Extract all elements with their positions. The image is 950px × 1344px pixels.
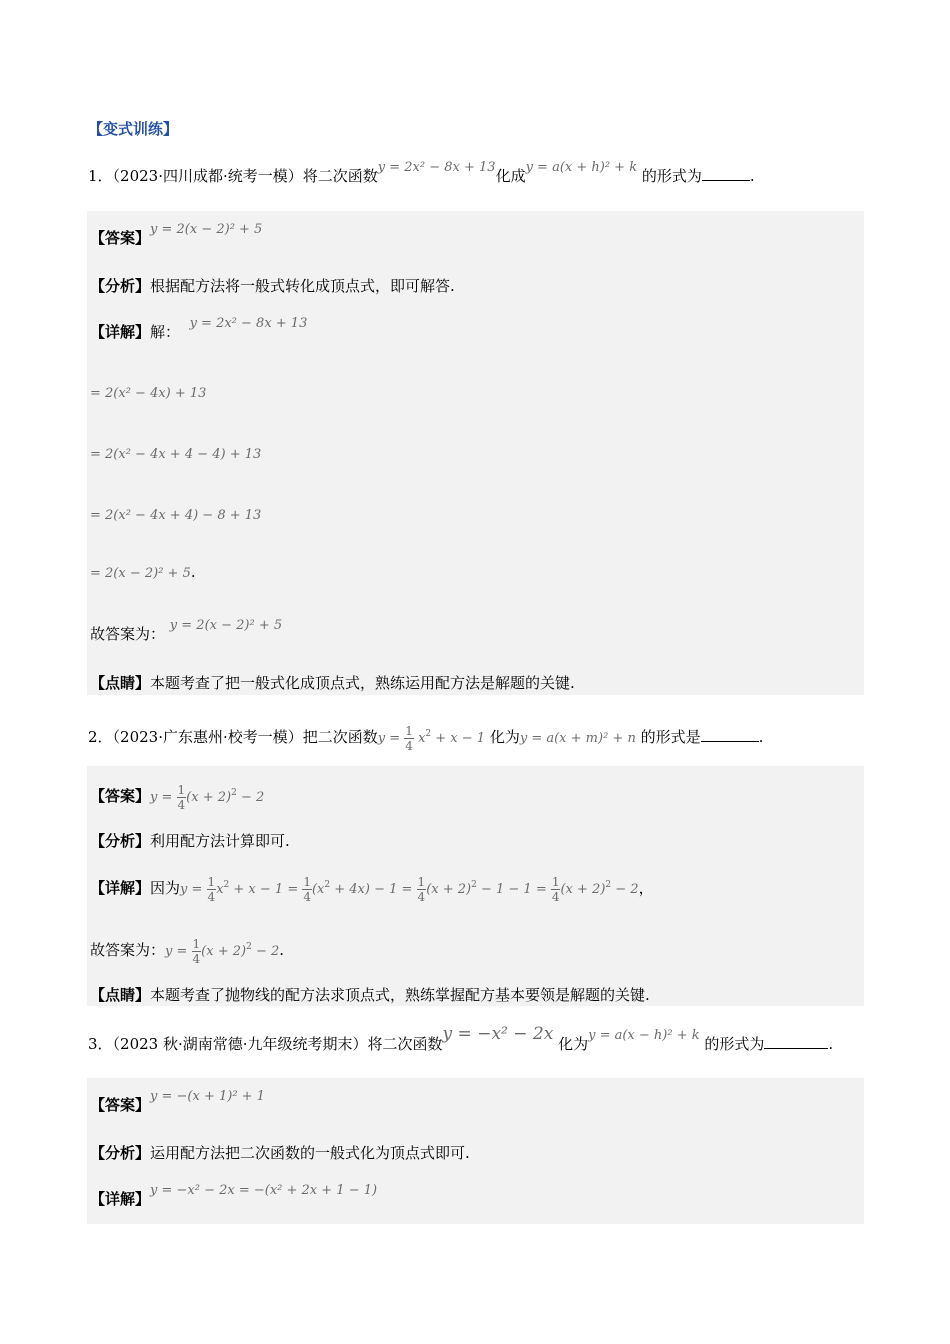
question-3 (88, 1024, 834, 1058)
punctuation: . (828, 1035, 834, 1053)
math-expression: y = $\frac{1}{4}$ $x^2 + x - 1$ = $\frac{1}{4}$ $(x^2 + 4x) - 1$ = $\frac{1}{4}$ $(x + 2)^2 - 1 - 1$ = $\frac{1}{4}$ $(x + 2)^2 - 2$ (180, 875, 639, 904)
question-source: （2023·广东惠州·校考一模） (112, 728, 303, 746)
question-text: 化成 (495, 167, 526, 185)
question-number: 1． (88, 167, 113, 185)
question-source: （2023·四川成都·统考一模） (112, 167, 303, 185)
math-expression: y = $\frac{1}{4}$ $(x + 2)^2 - 2$ (165, 937, 280, 966)
math-expression: y = a(x − h)² + k (588, 1028, 700, 1043)
final-answer-row (90, 936, 284, 966)
math-expression: = 2(x² − 4x + 4) − 8 + 13 (90, 508, 262, 523)
answer-blank (701, 727, 759, 742)
question-text: 化为 (558, 1035, 589, 1053)
question-number: 3． (88, 1035, 113, 1053)
answer-tag: 【答案】 (90, 787, 151, 805)
detail-row (90, 874, 654, 904)
step-row (90, 561, 196, 585)
solution-box-2 (87, 766, 864, 1006)
analysis-row (90, 830, 290, 852)
step-row (90, 503, 261, 527)
analysis-tag: 【分析】 (90, 1144, 151, 1162)
question-text: 将二次函数 (367, 1035, 443, 1053)
answer-blank (702, 166, 750, 181)
answer-row (90, 222, 263, 251)
question-text: 的形式为 (641, 167, 702, 185)
answer-blank (764, 1034, 828, 1049)
solution-box-1 (87, 211, 864, 695)
comment-tag: 【点睛】 (90, 986, 151, 1004)
math-expression: y = −x² − 2x = −(x² + 2x + 1 − 1) (150, 1183, 378, 1198)
analysis-tag: 【分析】 (90, 832, 151, 850)
math-expression: y = 2(x − 2)² + 5 (150, 222, 263, 237)
analysis-row (90, 1142, 470, 1164)
question-text: 的形式为 (704, 1035, 765, 1053)
answer-row (90, 782, 264, 812)
final-text: 故答案为： (90, 625, 166, 643)
punctuation: . (190, 563, 196, 581)
question-text: 把二次函数 (302, 728, 378, 746)
punctuation: . (758, 728, 764, 746)
analysis-text: 利用配方法计算即可. (150, 832, 290, 850)
comment-row (90, 672, 575, 694)
math-expression: y = a(x + m)² + n (519, 731, 636, 746)
punctuation: . (749, 167, 755, 185)
detail-tag: 【详解】 (90, 1190, 151, 1208)
detail-text: 因为 (150, 879, 181, 897)
math-expression: y = 2x² − 8x + 13 (189, 316, 308, 331)
question-number: 2． (88, 728, 113, 746)
question-source: （2023 秋·湖南常德·九年级统考期末） (112, 1035, 368, 1053)
math-expression: = 2(x² − 4x) + 13 (90, 386, 207, 401)
math-expression: y = $\frac{1}{4}$ $(x + 2)^2 - 2$ (150, 783, 265, 812)
analysis-row (90, 275, 455, 297)
comment-text: 本题考查了抛物线的配方法求顶点式，熟练掌握配方基本要领是解题的关键. (150, 986, 650, 1004)
solution-box-3 (87, 1078, 864, 1224)
section-title: 【变式训练】 (88, 120, 179, 138)
final-answer-row (90, 618, 283, 647)
detail-row (90, 316, 308, 345)
question-2 (88, 722, 763, 753)
detail-text: 解： (150, 323, 181, 341)
math-expression: y = $\frac{1}{4}$ $x^2 + x - 1$ (377, 724, 486, 753)
answer-row (90, 1089, 265, 1118)
math-expression: = 2(x² − 4x + 4 − 4) + 13 (90, 447, 262, 462)
analysis-text: 根据配方法将一般式转化成顶点式，即可解答. (150, 277, 455, 295)
comment-text: 本题考查了把一般式化成顶点式，熟练运用配方法是解题的关键. (150, 674, 575, 692)
question-text: 将二次函数 (302, 167, 378, 185)
question-text: 的形式是 (640, 728, 701, 746)
comment-row (90, 984, 650, 1006)
punctuation: . (279, 941, 285, 959)
math-expression: y = a(x + h)² + k (525, 160, 638, 175)
step-row (90, 381, 206, 405)
detail-row (90, 1183, 378, 1212)
math-expression: y = 2(x − 2)² + 5 (169, 618, 283, 633)
comment-tag: 【点睛】 (90, 674, 151, 692)
answer-tag: 【答案】 (90, 1096, 151, 1114)
detail-tag: 【详解】 (90, 323, 151, 341)
math-expression: y = −(x + 1)² + 1 (150, 1089, 265, 1104)
math-expression: y = 2x² − 8x + 13 (377, 160, 496, 175)
detail-tag: 【详解】 (90, 879, 151, 897)
math-expression: y = −x² − 2x (442, 1024, 554, 1044)
final-text: 故答案为： (90, 941, 166, 959)
math-expression: = 2(x − 2)² + 5 (90, 566, 191, 581)
analysis-tag: 【分析】 (90, 277, 151, 295)
analysis-text: 运用配方法把二次函数的一般式化为顶点式即可. (150, 1144, 470, 1162)
punctuation: ， (638, 879, 654, 897)
question-1 (88, 160, 755, 190)
step-row (90, 442, 261, 466)
question-text: 化为 (489, 728, 520, 746)
answer-tag: 【答案】 (90, 229, 151, 247)
